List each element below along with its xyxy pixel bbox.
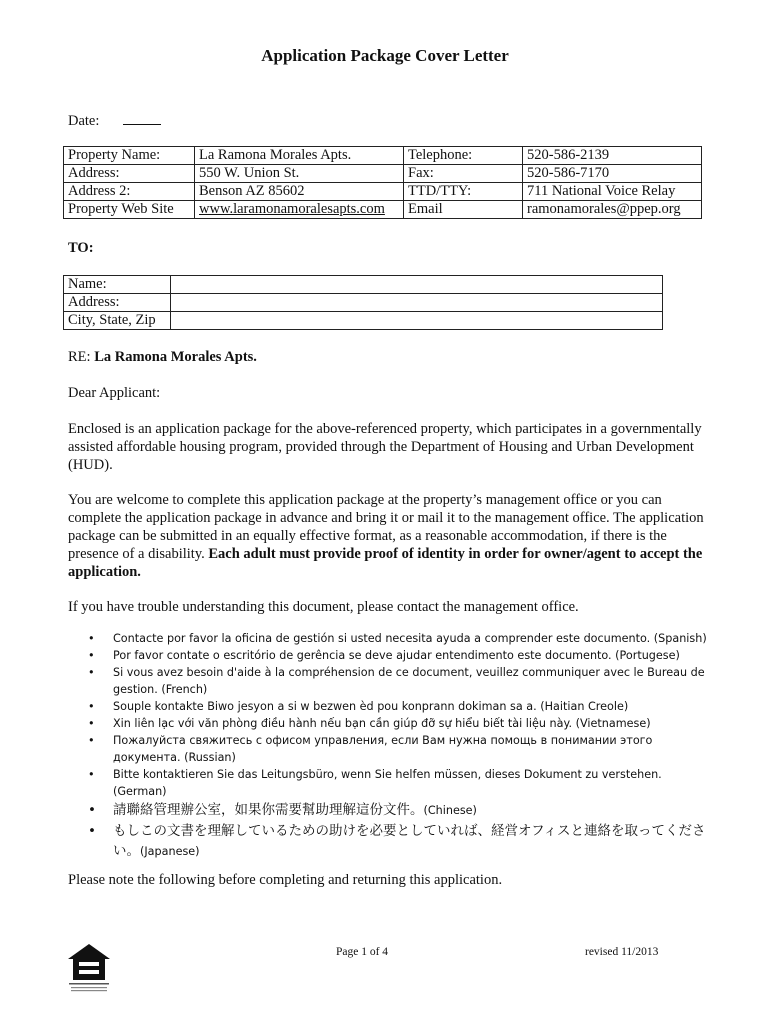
language-text: Por favor contate o escritório de gerência se deve ajudar entendimento este documento. (Portugese) xyxy=(113,649,680,662)
property-field-label: Email xyxy=(404,201,523,219)
paragraph-instructions-text: You are welcome to complete this application package at the property’s management office or you can complete the application package in advance and bring it or mail it to the management office. The application package can be submitted in an equally effective format, as a reasonable accommodation, if there is the presence of a disability. xyxy=(68,492,704,562)
language-list-item xyxy=(88,821,713,862)
language-list-item xyxy=(88,647,713,664)
bullet-icon: • xyxy=(88,734,95,747)
re-line xyxy=(68,348,708,366)
paragraph-contact: If you have trouble understanding this document, please contact the management office. xyxy=(68,599,579,615)
property-row xyxy=(64,201,702,219)
property-field-value: La Ramona Morales Apts. xyxy=(195,147,404,165)
recipient-row xyxy=(64,312,663,330)
re-prefix: RE: xyxy=(68,349,95,365)
property-field-label: TTD/TTY: xyxy=(404,183,523,201)
property-field-value: 520-586-2139 xyxy=(523,147,702,165)
to-label: TO: xyxy=(68,240,94,256)
property-field-label: Telephone: xyxy=(404,147,523,165)
recipient-field-input[interactable] xyxy=(171,276,663,294)
bullet-icon: • xyxy=(88,768,95,781)
property-field-label: Address: xyxy=(64,165,195,183)
footer-revised-date: revised 11/2013 xyxy=(585,946,659,958)
recipient-field-label: City, State, Zip xyxy=(64,312,171,330)
recipient-field-input[interactable] xyxy=(171,294,663,312)
recipient-field-label: Address: xyxy=(64,294,171,312)
recipient-table xyxy=(63,275,663,330)
bullet-icon: • xyxy=(88,823,96,839)
paragraph-intro: Enclosed is an application package for the above-referenced property, which participates in a governmentally assisted affordable housing program, provided through the Department of Housing and Urban Development (HUD). xyxy=(68,421,702,473)
salutation: Dear Applicant: xyxy=(68,385,161,401)
bullet-icon: • xyxy=(88,666,95,679)
language-list-item xyxy=(88,800,713,821)
date-row xyxy=(68,112,161,130)
closing-note: Please note the following before completing and returning this application. xyxy=(68,872,503,888)
language-text: Bitte kontaktieren Sie das Leitungsbüro, wenn Sie helfen müssen, dieses Dokument zu verstehen. (German) xyxy=(113,768,662,798)
language-text: 請聯絡管理辦公室，如果你需要幫助理解這份文件。 xyxy=(113,802,424,818)
bullet-icon: • xyxy=(88,632,95,645)
language-list-item xyxy=(88,766,713,800)
property-row xyxy=(64,165,702,183)
property-field-value: ramonamorales@ppep.org xyxy=(523,201,702,219)
property-row xyxy=(64,147,702,165)
date-label: Date: xyxy=(68,113,100,129)
property-website-link[interactable]: www.laramonamoralesapts.com xyxy=(195,201,404,219)
recipient-field-label: Name: xyxy=(64,276,171,294)
recipient-row xyxy=(64,294,663,312)
language-name: (Chinese) xyxy=(423,804,477,817)
paragraph-instructions xyxy=(68,491,708,581)
language-list-item xyxy=(88,664,713,698)
bullet-icon: • xyxy=(88,649,95,662)
recipient-field-input[interactable] xyxy=(171,312,663,330)
language-text: Si vous avez besoin d'aide à la compréhension de ce document, veuillez communiquer avec le Bureau de gestion. (French) xyxy=(113,666,705,696)
property-field-label: Fax: xyxy=(404,165,523,183)
property-field-label: Address 2: xyxy=(64,183,195,201)
recipient-row xyxy=(64,276,663,294)
language-name: (Japanese) xyxy=(140,845,200,858)
language-assistance-list xyxy=(88,630,713,862)
language-list-item xyxy=(88,715,713,732)
language-text: Xin liên lạc với văn phòng điều hành nếu bạn cần giúp đỡ sự hiểu biết tài liệu này. (Vietnamese) xyxy=(113,717,651,730)
bullet-icon: • xyxy=(88,700,95,713)
page-title: Application Package Cover Letter xyxy=(261,46,509,65)
property-field-value: Benson AZ 85602 xyxy=(195,183,404,201)
property-field-value: 550 W. Union St. xyxy=(195,165,404,183)
language-text: Contacte por favor la oficina de gestión si usted necesita ayuda a comprender este documento. (Spanish) xyxy=(113,632,707,645)
bullet-icon: • xyxy=(88,717,95,730)
date-blank-line[interactable] xyxy=(123,112,161,125)
re-property: La Ramona Morales Apts. xyxy=(94,349,257,365)
bullet-icon: • xyxy=(88,802,96,818)
language-list-item xyxy=(88,630,713,647)
footer-page-number: Page 1 of 4 xyxy=(336,946,389,958)
equal-housing-opportunity-icon xyxy=(66,942,112,994)
language-text: Пожалуйста свяжитесь с офисом управления, если Вам нужна помощь в понимании этого документа. (Russian) xyxy=(113,734,653,764)
property-row xyxy=(64,183,702,201)
property-field-label: Property Name: xyxy=(64,147,195,165)
property-field-value: 520-586-7170 xyxy=(523,165,702,183)
property-field-value: 711 National Voice Relay xyxy=(523,183,702,201)
language-list-item xyxy=(88,732,713,766)
property-field-label: Property Web Site xyxy=(64,201,195,219)
paragraph-instructions-bold: Each adult must provide proof of identity in order for owner/agent to accept the application. xyxy=(68,546,703,580)
language-text: Souple kontakte Biwo jesyon a si w bezwen èd pou konprann dokiman sa a. (Haitian Creole) xyxy=(113,700,629,713)
language-list-item xyxy=(88,698,713,715)
property-info-table xyxy=(63,146,702,219)
language-text: もしこの文書を理解しているための助けを必要としていれば、経営オフィスと連絡を取ってください。 xyxy=(113,823,706,859)
